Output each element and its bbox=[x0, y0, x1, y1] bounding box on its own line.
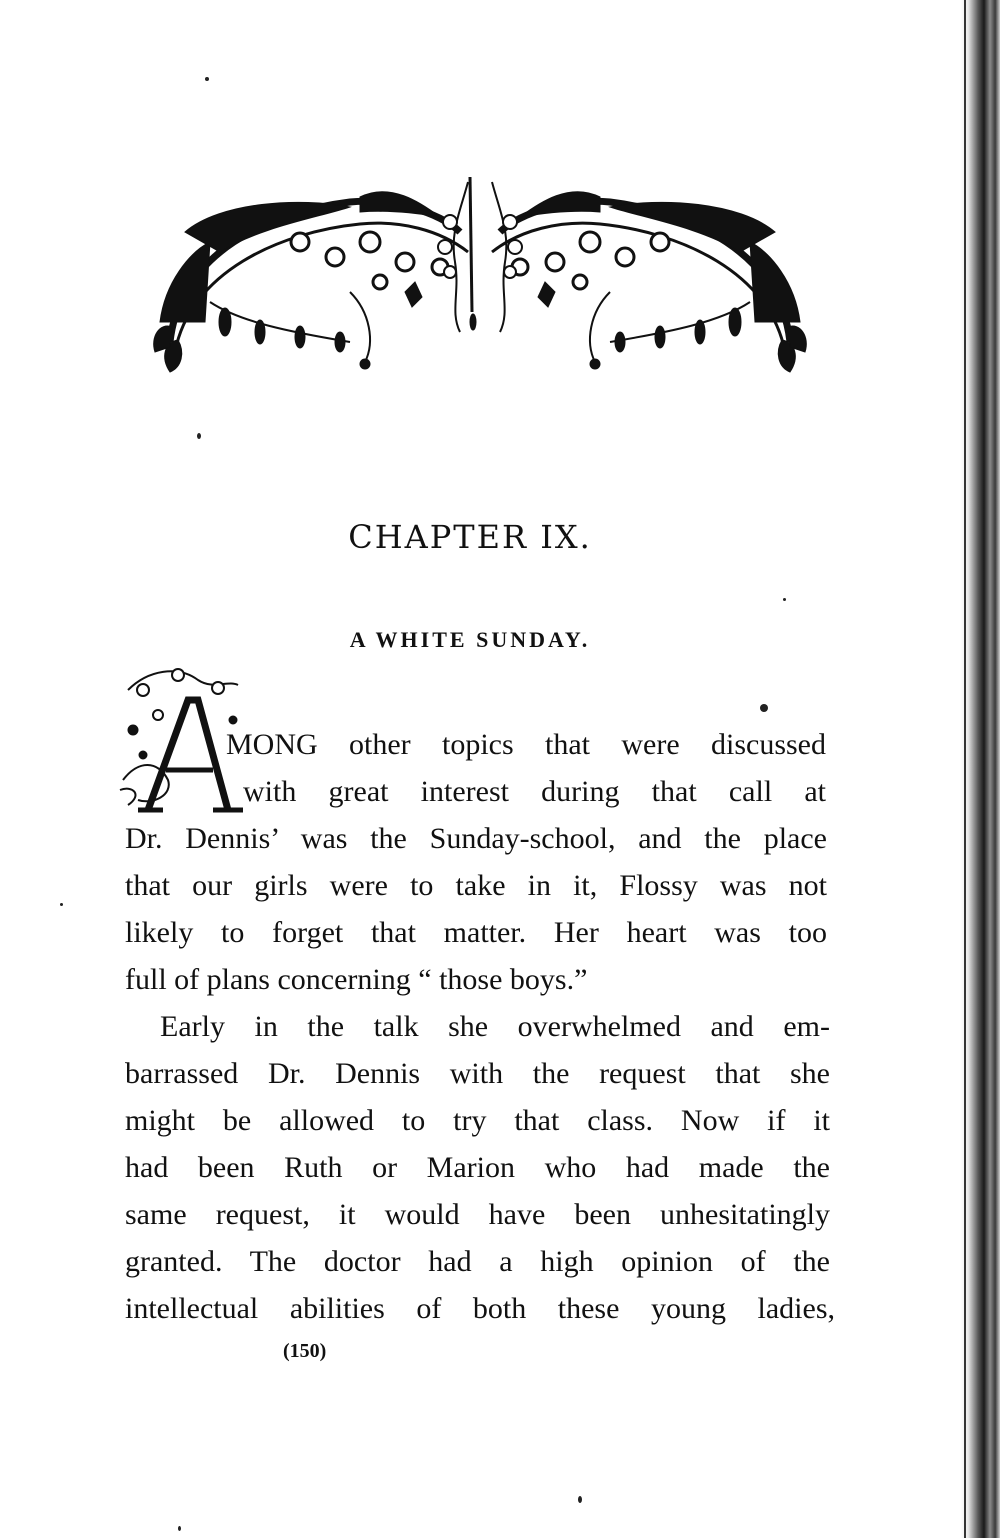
text-line: with great interest during that call at bbox=[243, 775, 826, 808]
book-spine-shadow bbox=[960, 0, 1000, 1538]
scan-speck bbox=[197, 433, 201, 439]
text-line: barrassed Dr. Dennis with the request that she bbox=[125, 1057, 830, 1090]
text-line: granted. The doctor had a high opinion of the bbox=[125, 1245, 830, 1278]
text-line: same request, it would have been unhesitatingly bbox=[125, 1198, 830, 1231]
scan-speck bbox=[578, 1496, 582, 1503]
text-line: had been Ruth or Marion who had made the bbox=[125, 1151, 830, 1184]
spine-edge-line bbox=[964, 0, 966, 1538]
scan-speck bbox=[760, 704, 768, 712]
text-line: that our girls were to take in it, Flossy was not bbox=[125, 869, 827, 902]
text-line: MONG other topics that were discussed bbox=[226, 728, 826, 761]
scan-speck bbox=[178, 1526, 181, 1531]
page-number: (150) bbox=[283, 1340, 327, 1362]
scan-speck bbox=[60, 903, 63, 906]
text-line: intellectual abilities of both these young ladies, bbox=[125, 1292, 835, 1325]
text-line: might be allowed to try that class. Now if it bbox=[125, 1104, 830, 1137]
floral-headpiece-icon bbox=[150, 172, 810, 397]
scan-speck bbox=[783, 598, 786, 601]
text-line: likely to forget that matter. Her heart was too bbox=[125, 916, 827, 949]
chapter-subtitle: A WHITE SUNDAY. bbox=[349, 627, 591, 652]
scan-speck bbox=[205, 77, 209, 81]
text-line: Early in the talk she overwhelmed and em- bbox=[160, 1010, 830, 1043]
text-line: full of plans concerning “ those boys.” bbox=[125, 963, 588, 996]
chapter-title: CHAPTER IX. bbox=[348, 518, 592, 556]
text-line: Dr. Dennis’ was the Sunday-school, and the place bbox=[125, 822, 827, 855]
